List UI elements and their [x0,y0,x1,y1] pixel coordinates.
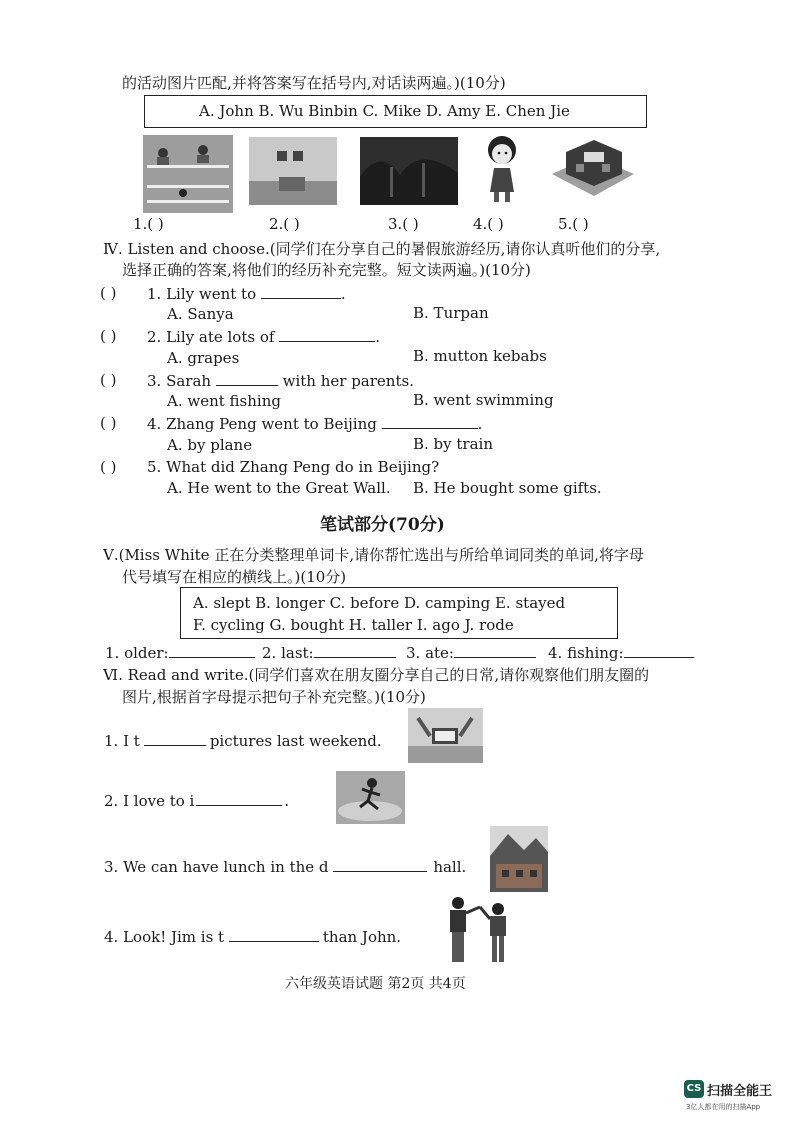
written-part-title: 笔试部分(70分) [320,515,445,535]
answer-slot-5[interactable]: 5.( ) [558,215,589,233]
s6-q3-blank[interactable] [333,857,427,872]
picture-building [546,130,638,206]
section3-options: A. John B. Wu Binbin C. Mike D. Amy E. Chen Jie [199,102,570,120]
q4-2-blank[interactable] [279,327,375,342]
s5-item-2: 2. last: [262,643,396,662]
section4-title-line2: 选择正确的答案,将他们的经历补充完整。短文读两遍。)(10分) [122,261,531,279]
q4-3-stem: 3. Sarah with her parents. [147,372,414,390]
word-card-box [180,587,618,639]
q4-4-option-a: A. by plane [167,436,253,454]
s5-item-3-blank[interactable] [454,643,536,658]
q4-2-stem: 2. Lily ate lots of . [147,328,380,346]
answer-slot-3[interactable]: 3.( ) [388,215,419,233]
picture-swimming-pool [143,135,233,213]
answer-slot-2[interactable]: 2.( ) [269,215,300,233]
section5-title-line2: 代号填写在相应的横线上。)(10分) [122,568,347,586]
q4-2-paren[interactable]: ( ) [100,327,117,345]
s6-q4: 4. Look! Jim is t than John. [104,928,402,946]
section3-intro: 的活动图片匹配,并将答案写在括号内,对话读两遍。)(10分) [122,74,506,92]
picture-taking-photos [408,708,483,763]
q4-4-stem: 4. Zhang Peng went to Beijing . [147,415,483,433]
answer-slot-1[interactable]: 1.( ) [133,215,164,233]
picture-room [249,137,337,205]
s5-item-4-blank[interactable] [624,643,694,658]
s6-q1-blank[interactable] [144,731,206,746]
q4-3-option-b: B. went swimming [413,391,554,409]
picture-dining-hall [490,826,548,892]
section5-title-line1: Ⅴ.(Miss White 正在分类整理单词卡,请你帮忙选出与所给单词同类的单词,将字母 [103,546,644,564]
word-card-row1: A. slept B. longer C. before D. camping E. stayed [193,594,566,612]
picture-two-boys [436,893,520,965]
q4-3-blank[interactable] [216,371,278,386]
q4-1-paren[interactable]: ( ) [100,284,117,302]
q4-3-paren[interactable]: ( ) [100,371,117,389]
q4-1-blank[interactable] [261,284,341,299]
s5-item-4: 4. fishing: [548,643,694,662]
q4-4-option-b: B. by train [413,435,494,453]
q4-4-paren[interactable]: ( ) [100,414,117,432]
s5-item-1-blank[interactable] [169,643,255,658]
section3-options-box [144,95,647,128]
section4-title-line1: Ⅳ. Listen and choose.(同学们在分享自己的暑假旅游经历,请你认真听他们的分享, [103,240,661,258]
s6-q3: 3. We can have lunch in the d hall. [104,858,467,876]
q4-1-option-a: A. Sanya [167,305,234,323]
q4-5-stem: 5. What did Zhang Peng do in Beijing? [147,458,440,476]
q4-5-paren[interactable]: ( ) [100,458,117,476]
s5-item-2-blank[interactable] [314,643,396,658]
q4-3-option-a: A. went fishing [167,392,281,410]
q4-1-option-b: B. Turpan [413,304,489,322]
watermark-tagline: 3亿人都在用的扫描App [686,1103,761,1111]
picture-forest [360,137,458,205]
q4-2-option-a: A. grapes [167,349,240,367]
page-footer: 六年级英语试题 第2页 共4页 [285,976,466,992]
q4-4-blank[interactable] [382,414,478,429]
section6-title-line2: 图片,根据首字母提示把句子补充完整。)(10分) [122,688,426,706]
q4-1-stem: 1. Lily went to . [147,285,346,303]
s6-q2-blank[interactable] [196,791,282,806]
picture-ice-skating [336,771,405,824]
s6-q1: 1. I t pictures last weekend. [104,732,382,750]
picture-girl [480,132,524,204]
camscanner-logo-icon: CS [684,1080,704,1098]
s5-item-1: 1. older: [105,643,255,662]
watermark-brand: 扫描全能王 [707,1084,773,1099]
s6-q4-blank[interactable] [229,927,319,942]
q4-5-option-a: A. He went to the Great Wall. [167,479,391,497]
q4-5-option-b: B. He bought some gifts. [413,479,602,497]
s6-q2: 2. I love to i . [104,792,290,810]
q4-2-option-b: B. mutton kebabs [413,347,547,365]
word-card-row2: F. cycling G. bought H. taller I. ago J. rode [193,616,514,634]
answer-slot-4[interactable]: 4.( ) [473,215,504,233]
section6-title-line1: Ⅵ. Read and write.(同学们喜欢在朋友圈分享自己的日常,请你观察他们朋友圈的 [103,666,650,684]
s5-item-3: 3. ate: [406,643,536,662]
